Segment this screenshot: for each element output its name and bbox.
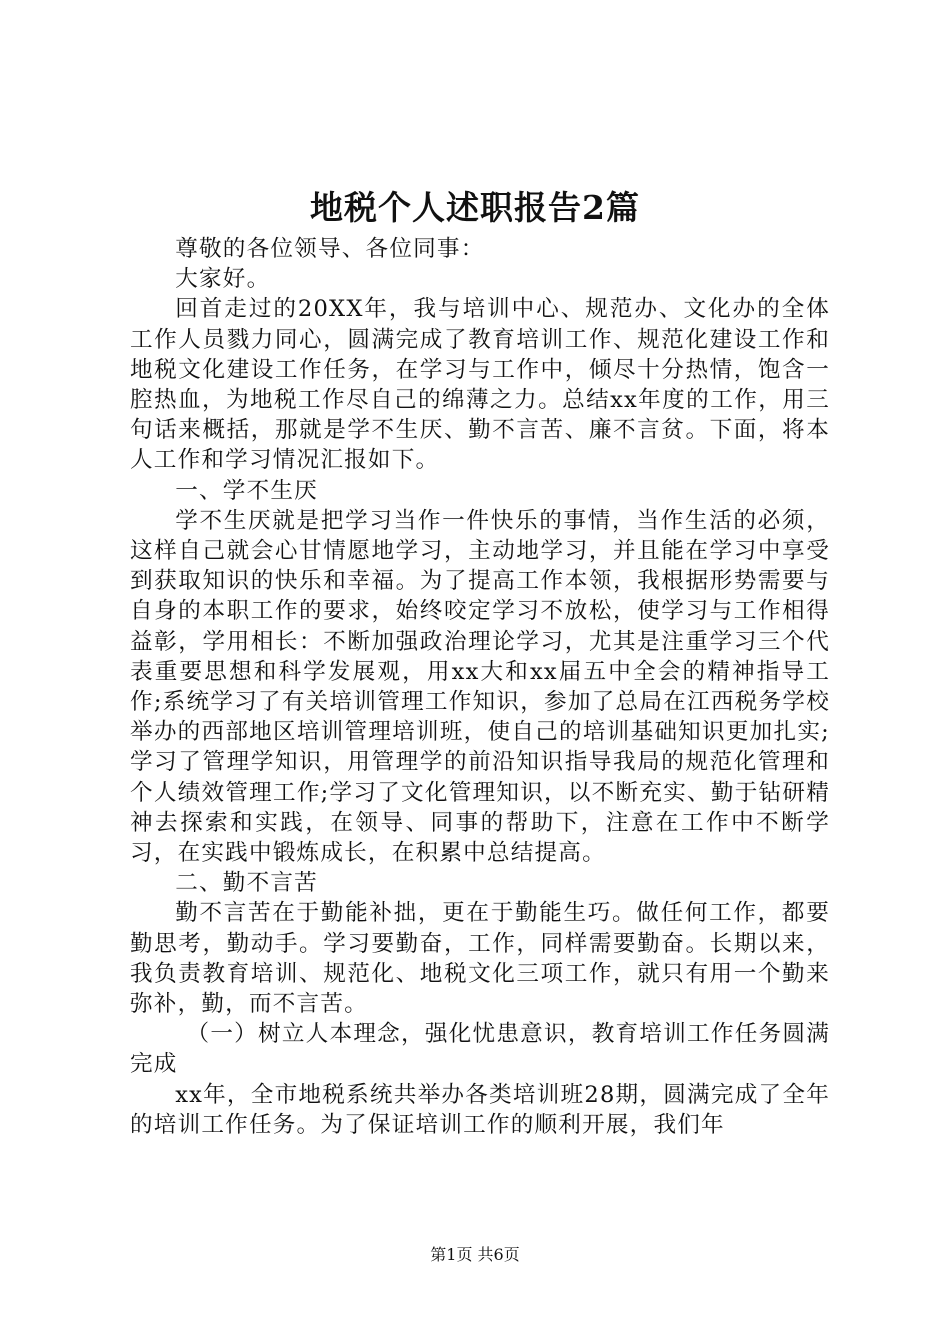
page-footer: 第1页 共6页	[430, 1245, 520, 1264]
greeting: 大家好。	[175, 266, 271, 293]
document-body	[130, 234, 830, 1140]
subsection-heading-1: （一）树立人本理念，强化忧患意识，教育培训工作任务圆满完成	[130, 1021, 830, 1078]
paragraph-section-2: 勤不言苦在于勤能补拙，更在于勤能生巧。做任何工作，都要勤思考，勤动手。学习要勤奋，工作，同样需要勤奋。长期以来，我负责教育培训、规范化、地税文化三项工作，就只有用一个勤来弥补，勤，而不言苦。	[130, 900, 830, 1018]
paragraph-section-1: 学不生厌就是把学习当作一件快乐的事情，当作生活的必须，这样自己就会心甘情愿地学习，主动地学习，并且能在学习中享受到获取知识的快乐和幸福。为了提高工作本领，我根据形势需要与自身的本职工作的要求，始终咬定学习不放松，使学习与工作相得益彰，学用相长：不断加强政治理论学习，尤其是注重学习三个代表重要思想和科学发展观，用xx大和xx届五中全会的精神指导工作;系统学习了有关培训管理工作知识，参加了总局在江西税务学校举办的西部地区培训管理培训班，使自己的培训基础知识更加扎实;学习了管理学知识，用管理学的前沿知识指导我局的规范化管理和个人绩效管理工作;学习了文化管理知识，以不断充实、勤于钻研精神去探索和实践，在领导、同事的帮助下，注意在工作中不断学习，在实践中锻炼成长，在积累中总结提高。	[130, 507, 830, 867]
section-heading-1: 一、学不生厌	[175, 477, 318, 504]
salutation: 尊敬的各位领导、各位同事：	[175, 236, 485, 262]
section-heading-2: 二、勤不言苦	[175, 870, 318, 897]
document-title: 地税个人述职报告2篇	[310, 188, 640, 227]
paragraph-intro: 回首走过的20XX年，我与培训中心、规范办、文化办的全体工作人员戮力同心，圆满完成了教育培训工作、规范化建设工作和地税文化建设工作任务，在学习与工作中，倾尽十分热情，饱含一腔热血，为地税工作尽自己的绵薄之力。总结xx年度的工作，用三句话来概括，那就是学不生厌、勤不言苦、廉不言贫。下面，将本人工作和学习情况汇报如下。	[130, 296, 830, 474]
paragraph-subsection-1: xx年，全市地税系统共举办各类培训班28期，圆满完成了全年的培训工作任务。为了保证培训工作的顺利开展，我们年	[130, 1081, 830, 1138]
